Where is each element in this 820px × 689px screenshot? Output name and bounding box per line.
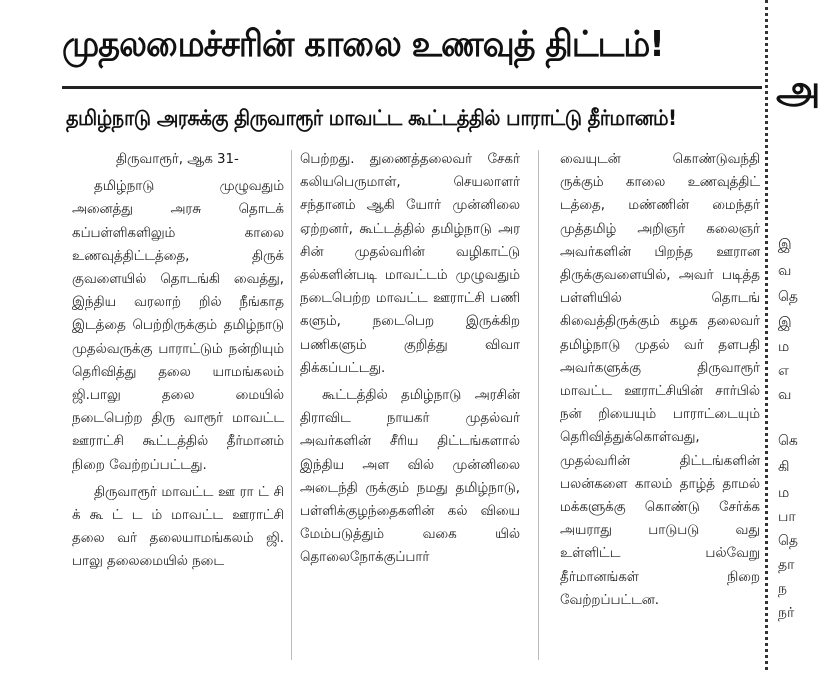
body-paragraph: தமிழ்நாடு முழுவதும் அனைத்து அரசு தொடக் கப்பள்ளிகளிலும் காலை உணவுத்திட்டத்தை, திருக் குவளையில் தொடங்கி வைத்து, இந்திய வரலாற் றில் நீங்காத இடத்தை பெற்றிருக்கும் தமிழ்நாடு முதல்வருக்கு பாராட்டும் நன்றியும் தெரிவித்து தலை யாமங்கலம் ஜி.பாலு தலை மையில் நடைபெற்ற திரு வாரூர் மாவட்ட ஊராட்சி கூட்டத்தில் தீர்மானம் நிறை வேற்றப்பட்டது.: [72, 179, 284, 473]
article-subheadline: தமிழ்நாடு அரசுக்கு திருவாரூர் மாவட்ட கூட்டத்தில் பாராட்டு தீர்மானம்!: [66, 106, 677, 130]
neighbor-text-fragment: கெ: [778, 433, 798, 449]
article-column-1: [72, 148, 284, 668]
body-paragraph: பெற்றது. துணைத்தலைவர் சேகர் கலியபெருமாள், செயலாளர் சந்தானம் ஆகி யோர் முன்னிலை ஏற்றனர், கூட்டத்தில் தமிழ்நாடு அர சின் முதல்வரின் வழிகாட்டு தல்களின்படி மாவட்டம் முழுவதும் நடைபெற்ற மாவட்ட ஊராட்சி பணி களும், நடைபெற இருக்கிற பணிகளும் குறித்து விவா திக்கப்பட்டது.: [300, 152, 520, 376]
neighbor-text-fragment: ம: [778, 485, 790, 501]
neighbor-text-fragment: ம: [778, 339, 790, 355]
neighbor-text-fragment: வ: [778, 263, 792, 279]
neighbor-text-fragment: கி: [778, 459, 790, 475]
neighbor-headline-fragment: அ: [776, 67, 820, 113]
article-column-2: [300, 148, 520, 668]
column-divider: [291, 150, 292, 660]
article-column-3: [560, 148, 760, 668]
neighbor-text-fragment: வ: [778, 387, 792, 403]
neighbor-text-fragment: எ: [778, 363, 789, 379]
neighbor-article: [776, 0, 820, 689]
dateline: திருவாரூர், ஆக 31-: [116, 152, 239, 167]
neighbor-text-fragment: தா: [778, 557, 795, 573]
body-paragraph: கூட்டத்தில் தமிழ்நாடு அரசின் திராவிட நாயகர் முதல்வர் அவர்களின் சீரிய திட்டங்களால் இந்திய அள வில் முன்னிலை அடைந்தி ருக்கும் நமது தமிழ்நாடு, பள்ளிக்குழந்தைகளின் கல் வியை மேம்படுத்தும் வகை யில் தொலைநோக்குப்பார்: [300, 388, 520, 566]
body-paragraph: திருவாரூர் மாவட்ட ஊ ரா ட் சி க் கூ ட் ட ம் மாவட்ட ஊராட்சி தலை வர் தலையாமங்கலம் ஜி. பாலு தலைமையில் நடை: [72, 484, 284, 570]
neighbor-text-fragment: பா: [778, 509, 796, 525]
neighbor-text-fragment: தெ: [778, 289, 799, 305]
article-headline: முதலமைச்சரின் காலை உணவுத் திட்டம்!: [62, 24, 664, 65]
article-border-dotted: [765, 0, 768, 670]
body-paragraph: வையுடன் கொண்டுவந்தி ருக்கும் காலை உணவுத்திட் டத்தை, மண்ணின் மைந்தர் முத்தமிழ் அறிஞர் கலைஞர் அவர்களின் பிறந்த ஊரான திருக்குவளையில், அவர் படித்த பள்ளியில் தொடங் கிவைத்திருக்கும் கழக தலைவர் தமிழ்நாடு முதல் வர் தளபதி அவர்களுக்கு திருவாரூர் மாவட்ட ஊராட்சியின் சார்பில் நன் றியையும் பாராட்டையும் தெரிவித்துக்கொள்வது, முதல்வரின் திட்டங்களின் பலன்களை காலம் தாழ்த் தாமல் மக்களுக்கு கொண்டு சேர்க்க அயராது பாடுபடு வது உள்ளிட்ட பல்வேறு தீர்மானங்கள் நிறை வேற்றப்பட்டன.: [560, 152, 760, 608]
column-divider: [538, 150, 539, 660]
headline-rule: [62, 86, 762, 89]
neighbor-text-fragment: தெ: [778, 533, 799, 549]
neighbor-text-fragment: ந: [778, 581, 787, 597]
neighbor-text-fragment: நர்: [778, 605, 795, 621]
neighbor-text-fragment: இ: [778, 237, 792, 253]
neighbor-text-fragment: இ: [778, 315, 792, 331]
